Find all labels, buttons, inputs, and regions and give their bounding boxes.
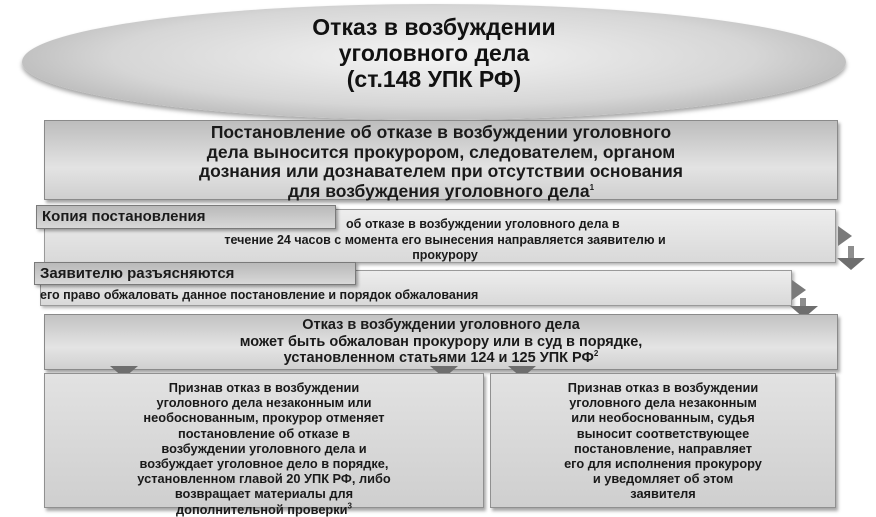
prosecutor-line-3: необоснованным, прокурор отменяет <box>143 410 385 426</box>
explain-label-box <box>34 262 356 285</box>
appeal-line-3: установленном статьями 124 и 125 УПК РФ <box>283 350 594 366</box>
prosecutor-box <box>44 373 484 517</box>
prosecutor-line-9: дополнительной проверки <box>176 501 348 517</box>
prosecutor-line-5: возбуждении уголовного дела и <box>161 440 367 456</box>
prosecutor-line-4: постановление об отказе в <box>178 425 350 441</box>
title-line-3: (ст.148 УПК РФ) <box>346 66 522 92</box>
footnote-3: 3 <box>347 501 352 511</box>
footnote-2: 2 <box>593 349 599 359</box>
footnote-1: 1 <box>589 182 595 192</box>
court-line-7: и уведомляет об этом <box>592 471 734 487</box>
court-line-5: постановление, направляет <box>573 440 753 456</box>
decision-box <box>44 120 838 200</box>
appeal-line-1: Отказ в возбуждении уголовного дела <box>302 317 580 333</box>
court-line-6: его для исполнения прокурору <box>564 456 762 472</box>
arrow-down-icon <box>837 258 865 270</box>
prosecutor-line-1: Признав отказ в возбуждении <box>168 380 360 395</box>
appeal-box <box>44 314 838 370</box>
copy-label-box <box>36 205 336 229</box>
prosecutor-line-8: возвращает материалы для <box>174 486 354 502</box>
court-line-2: уголовного дела незаконным <box>569 395 757 411</box>
copy-text-line-3: прокурору <box>412 248 478 262</box>
arrow-right-icon <box>838 226 852 246</box>
court-line-4: выносит соответствующее <box>576 425 750 441</box>
decision-line-4: для возбуждения уголовного дела <box>287 180 590 201</box>
explain-label: Заявителю разъясняются <box>40 265 235 282</box>
diagram-title <box>22 14 846 92</box>
appeal-line-2: может быть обжалован прокурору или в суд в порядке, <box>239 333 643 350</box>
copy-label: Копия постановления <box>42 208 206 225</box>
court-box <box>490 373 836 508</box>
decision-line-2: дела выносится прокурором, следователем, органом <box>206 141 676 162</box>
title-line-1: Отказ в возбуждении <box>312 14 556 40</box>
court-line-3: или необоснованным, судья <box>571 410 755 426</box>
prosecutor-line-6: возбуждает уголовное дело в порядке, <box>139 456 389 472</box>
decision-line-1: Постановление об отказе в возбуждении уголовного <box>210 122 672 142</box>
explain-text: его право обжаловать данное постановление и порядок обжалования <box>40 288 479 302</box>
prosecutor-line-7: установленном главой 20 УПК РФ, либо <box>137 471 391 487</box>
court-line-8: заявителя <box>630 486 696 502</box>
court-line-1: Признав отказ в возбуждении <box>567 380 759 395</box>
copy-text-line-2: течение 24 часов с момента его вынесения направляется заявителю и <box>224 233 666 247</box>
decision-line-3: дознания или дознавателем при отсутствии основания <box>199 161 683 181</box>
arrow-right-icon <box>792 280 806 300</box>
title-line-2: уголовного дела <box>338 40 530 66</box>
copy-text-line-1: об отказе в возбуждении уголовного дела в <box>346 217 620 231</box>
prosecutor-line-2: уголовного дела незаконным или <box>156 395 372 411</box>
